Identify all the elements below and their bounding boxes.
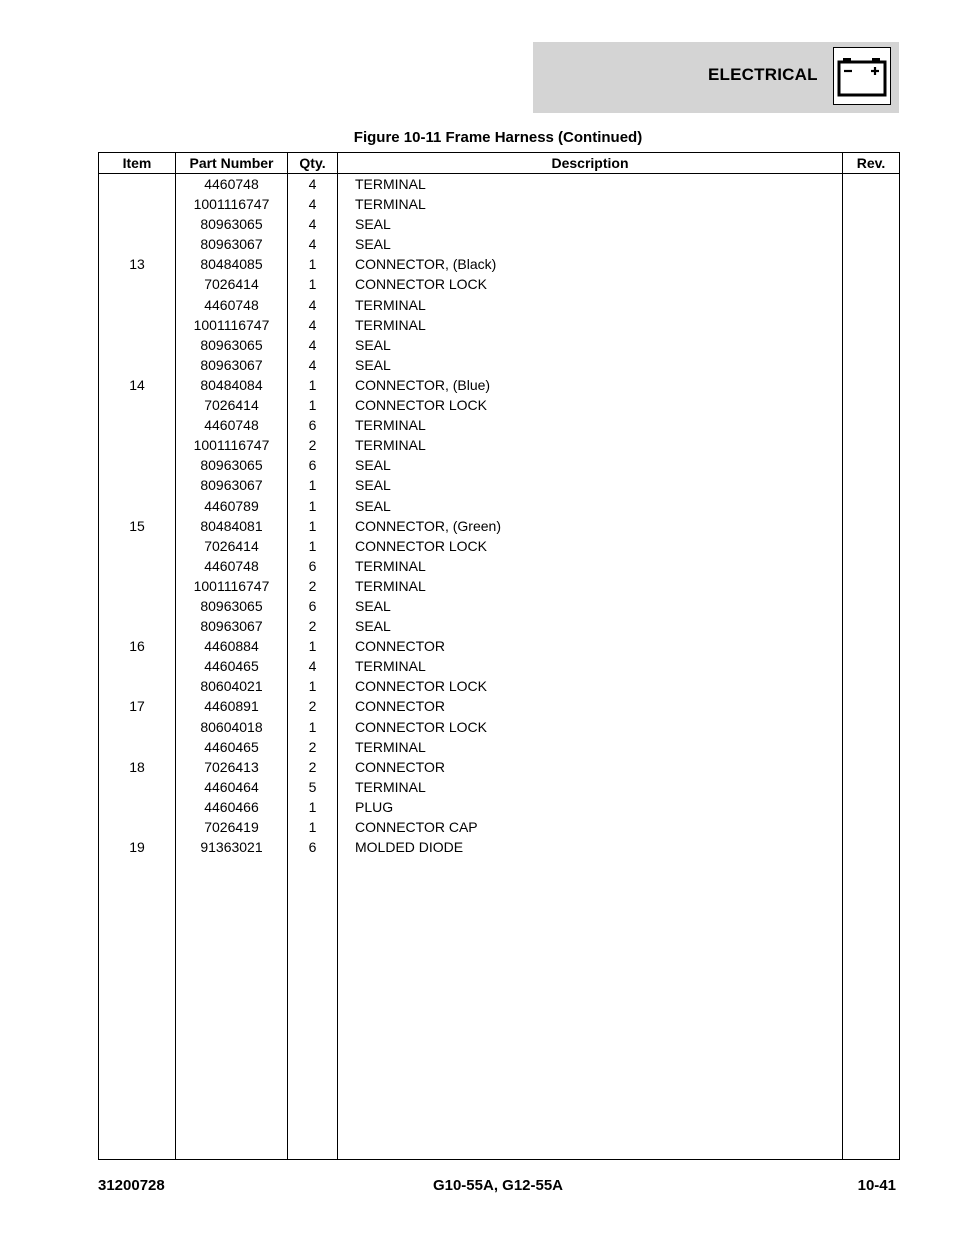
quantity: 4 — [308, 658, 317, 675]
rev-column — [843, 174, 900, 1160]
description: TERMINAL — [355, 658, 426, 675]
part-number: 80963065 — [200, 457, 263, 474]
quantity: 4 — [308, 356, 317, 373]
revision — [843, 797, 899, 817]
quantity: 6 — [308, 417, 317, 434]
part-number: 1001116747 — [193, 316, 270, 333]
item-number — [99, 656, 175, 676]
quantity: 6 — [308, 839, 317, 856]
part-number: 4460465 — [204, 738, 259, 755]
description: SEAL — [355, 356, 391, 373]
part-number: 1001116747 — [193, 437, 270, 454]
description: SEAL — [355, 216, 391, 233]
part-number: 80963067 — [200, 618, 263, 635]
item-number — [99, 596, 175, 616]
quantity: 5 — [308, 778, 317, 795]
section-title: ELECTRICAL — [708, 65, 818, 84]
revision — [843, 234, 899, 254]
part-number: 4460789 — [204, 497, 259, 514]
item-number — [99, 435, 175, 455]
description: SEAL — [355, 336, 391, 353]
item-number — [99, 817, 175, 837]
revision — [843, 616, 899, 636]
description: CONNECTOR, (Black) — [355, 256, 497, 273]
description: PLUG — [355, 798, 394, 815]
description-column — [338, 174, 843, 1160]
item-number — [99, 234, 175, 254]
item-number — [99, 556, 175, 576]
part-number: 1001116747 — [193, 196, 270, 213]
quantity: 4 — [308, 296, 317, 313]
revision — [843, 455, 899, 475]
item-column — [99, 174, 176, 1160]
battery-icon — [833, 47, 891, 105]
quantity: 1 — [308, 718, 317, 735]
quantity: 1 — [308, 517, 317, 534]
part-number: 1001116747 — [193, 577, 270, 594]
description: TERMINAL — [355, 417, 426, 434]
item-number — [99, 496, 175, 516]
item-number — [99, 335, 175, 355]
column-header-item: Item — [99, 153, 176, 174]
description: SEAL — [355, 236, 391, 253]
item-number — [99, 315, 175, 335]
description: CONNECTOR — [355, 698, 445, 715]
revision — [843, 837, 899, 857]
part-number: 7026414 — [204, 397, 259, 414]
quantity: 1 — [308, 256, 317, 273]
item-number: 14 — [129, 376, 145, 393]
table-header-row — [99, 153, 900, 174]
item-number — [99, 536, 175, 556]
part-number: 80604018 — [200, 718, 263, 735]
description: CONNECTOR — [355, 758, 445, 775]
quantity: 2 — [308, 758, 317, 775]
part-number: 91363021 — [200, 839, 263, 856]
revision — [843, 194, 899, 214]
description: SEAL — [355, 477, 391, 494]
part-number: 4460466 — [204, 798, 259, 815]
quantity: 2 — [308, 738, 317, 755]
item-number — [99, 455, 175, 475]
part-number: 4460891 — [204, 698, 259, 715]
description: SEAL — [355, 497, 391, 514]
item-number — [99, 274, 175, 294]
quantity: 4 — [308, 316, 317, 333]
revision — [843, 676, 899, 696]
description: SEAL — [355, 597, 391, 614]
part-number: 4460465 — [204, 658, 259, 675]
part-number: 7026414 — [204, 537, 259, 554]
revision — [843, 315, 899, 335]
description: TERMINAL — [355, 196, 426, 213]
revision — [843, 636, 899, 656]
revision — [843, 817, 899, 837]
revision — [843, 516, 899, 536]
quantity: 4 — [308, 236, 317, 253]
revision — [843, 475, 899, 495]
item-number: 16 — [129, 638, 145, 655]
description: CONNECTOR LOCK — [355, 718, 487, 735]
revision — [843, 556, 899, 576]
revision — [843, 435, 899, 455]
item-number — [99, 717, 175, 737]
column-header-qty: Qty. — [288, 153, 338, 174]
part-number: 4460464 — [204, 778, 259, 795]
quantity: 6 — [308, 557, 317, 574]
quantity: 1 — [308, 397, 317, 414]
column-header-description: Description — [338, 153, 843, 174]
quantity: 2 — [308, 577, 317, 594]
description: CONNECTOR — [355, 638, 445, 655]
figure-title: Figure 10-11 Frame Harness (Continued) — [353, 129, 643, 146]
revision — [843, 576, 899, 596]
column-header-part-number: Part Number — [176, 153, 288, 174]
description: CONNECTOR LOCK — [355, 537, 487, 554]
description: TERMINAL — [355, 437, 426, 454]
item-number — [99, 777, 175, 797]
part-number: 7026414 — [204, 276, 259, 293]
part-number-column — [176, 174, 288, 1160]
part-number: 4460748 — [204, 296, 259, 313]
quantity: 2 — [308, 437, 317, 454]
item-number — [99, 174, 175, 194]
footer-page-number: 10-41 — [857, 1177, 896, 1194]
quantity: 1 — [308, 819, 317, 835]
part-number: 4460748 — [204, 176, 259, 192]
part-number: 80484084 — [200, 376, 263, 393]
item-number — [99, 214, 175, 234]
quantity: 4 — [308, 216, 317, 233]
description: CONNECTOR LOCK — [355, 276, 487, 293]
quantity: 1 — [308, 678, 317, 695]
revision — [843, 596, 899, 616]
quantity: 1 — [308, 376, 317, 393]
description: CONNECTOR CAP — [355, 819, 478, 835]
description: TERMINAL — [355, 738, 426, 755]
item-number — [99, 676, 175, 696]
item-number — [99, 576, 175, 596]
revision — [843, 274, 899, 294]
quantity: 1 — [308, 276, 317, 293]
item-number: 13 — [129, 256, 145, 273]
quantity: 2 — [308, 698, 317, 715]
description: TERMINAL — [355, 316, 426, 333]
description: MOLDED DIODE — [355, 839, 464, 856]
parts-table — [98, 152, 900, 1160]
description: SEAL — [355, 618, 391, 635]
part-number: 80963065 — [200, 216, 263, 233]
revision — [843, 696, 899, 716]
item-number — [99, 194, 175, 214]
table-body-row — [99, 174, 900, 1160]
revision — [843, 737, 899, 757]
part-number: 7026413 — [204, 758, 259, 775]
item-number — [99, 475, 175, 495]
quantity: 1 — [308, 497, 317, 514]
part-number: 4460884 — [204, 638, 259, 655]
description: SEAL — [355, 457, 391, 474]
description: TERMINAL — [355, 176, 426, 192]
item-number — [99, 415, 175, 435]
item-number: 19 — [129, 839, 145, 856]
column-header-rev: Rev. — [843, 153, 900, 174]
revision — [843, 375, 899, 395]
quantity: 4 — [308, 336, 317, 353]
description: TERMINAL — [355, 778, 426, 795]
quantity: 6 — [308, 597, 317, 614]
revision — [843, 254, 899, 274]
part-number: 80963067 — [200, 236, 263, 253]
revision — [843, 415, 899, 435]
description: TERMINAL — [355, 557, 426, 574]
part-number: 80963065 — [200, 597, 263, 614]
description: CONNECTOR LOCK — [355, 397, 487, 414]
revision — [843, 757, 899, 777]
description: TERMINAL — [355, 296, 426, 313]
item-number: 18 — [129, 758, 145, 775]
item-number — [99, 616, 175, 636]
revision — [843, 656, 899, 676]
item-number — [99, 295, 175, 315]
item-number — [99, 355, 175, 375]
quantity: 1 — [308, 537, 317, 554]
part-number: 80484085 — [200, 256, 263, 273]
revision — [843, 174, 899, 194]
quantity: 4 — [308, 196, 317, 213]
item-number — [99, 737, 175, 757]
part-number: 7026419 — [204, 819, 259, 835]
description: CONNECTOR, (Green) — [355, 517, 501, 534]
revision — [843, 295, 899, 315]
revision — [843, 777, 899, 797]
description: TERMINAL — [355, 577, 426, 594]
description: CONNECTOR, (Blue) — [355, 376, 491, 393]
quantity: 2 — [308, 618, 317, 635]
quantity: 1 — [308, 798, 317, 815]
part-number: 4460748 — [204, 417, 259, 434]
part-number: 80484081 — [200, 517, 263, 534]
revision — [843, 335, 899, 355]
item-number — [99, 797, 175, 817]
footer-doc-number: 31200728 — [98, 1177, 165, 1194]
revision — [843, 496, 899, 516]
quantity: 1 — [308, 477, 317, 494]
revision — [843, 536, 899, 556]
item-number — [99, 395, 175, 415]
revision — [843, 395, 899, 415]
revision — [843, 355, 899, 375]
part-number: 4460748 — [204, 557, 259, 574]
part-number: 80963065 — [200, 336, 263, 353]
quantity: 4 — [308, 176, 317, 192]
qty-column — [288, 174, 338, 1160]
footer-models: G10-55A, G12-55A — [432, 1177, 564, 1194]
item-number: 15 — [129, 517, 145, 534]
quantity: 6 — [308, 457, 317, 474]
description: CONNECTOR LOCK — [355, 678, 487, 695]
quantity: 1 — [308, 638, 317, 655]
part-number: 80963067 — [200, 477, 263, 494]
part-number: 80963067 — [200, 356, 263, 373]
revision — [843, 717, 899, 737]
part-number: 80604021 — [200, 678, 263, 695]
revision — [843, 214, 899, 234]
item-number: 17 — [129, 698, 145, 715]
